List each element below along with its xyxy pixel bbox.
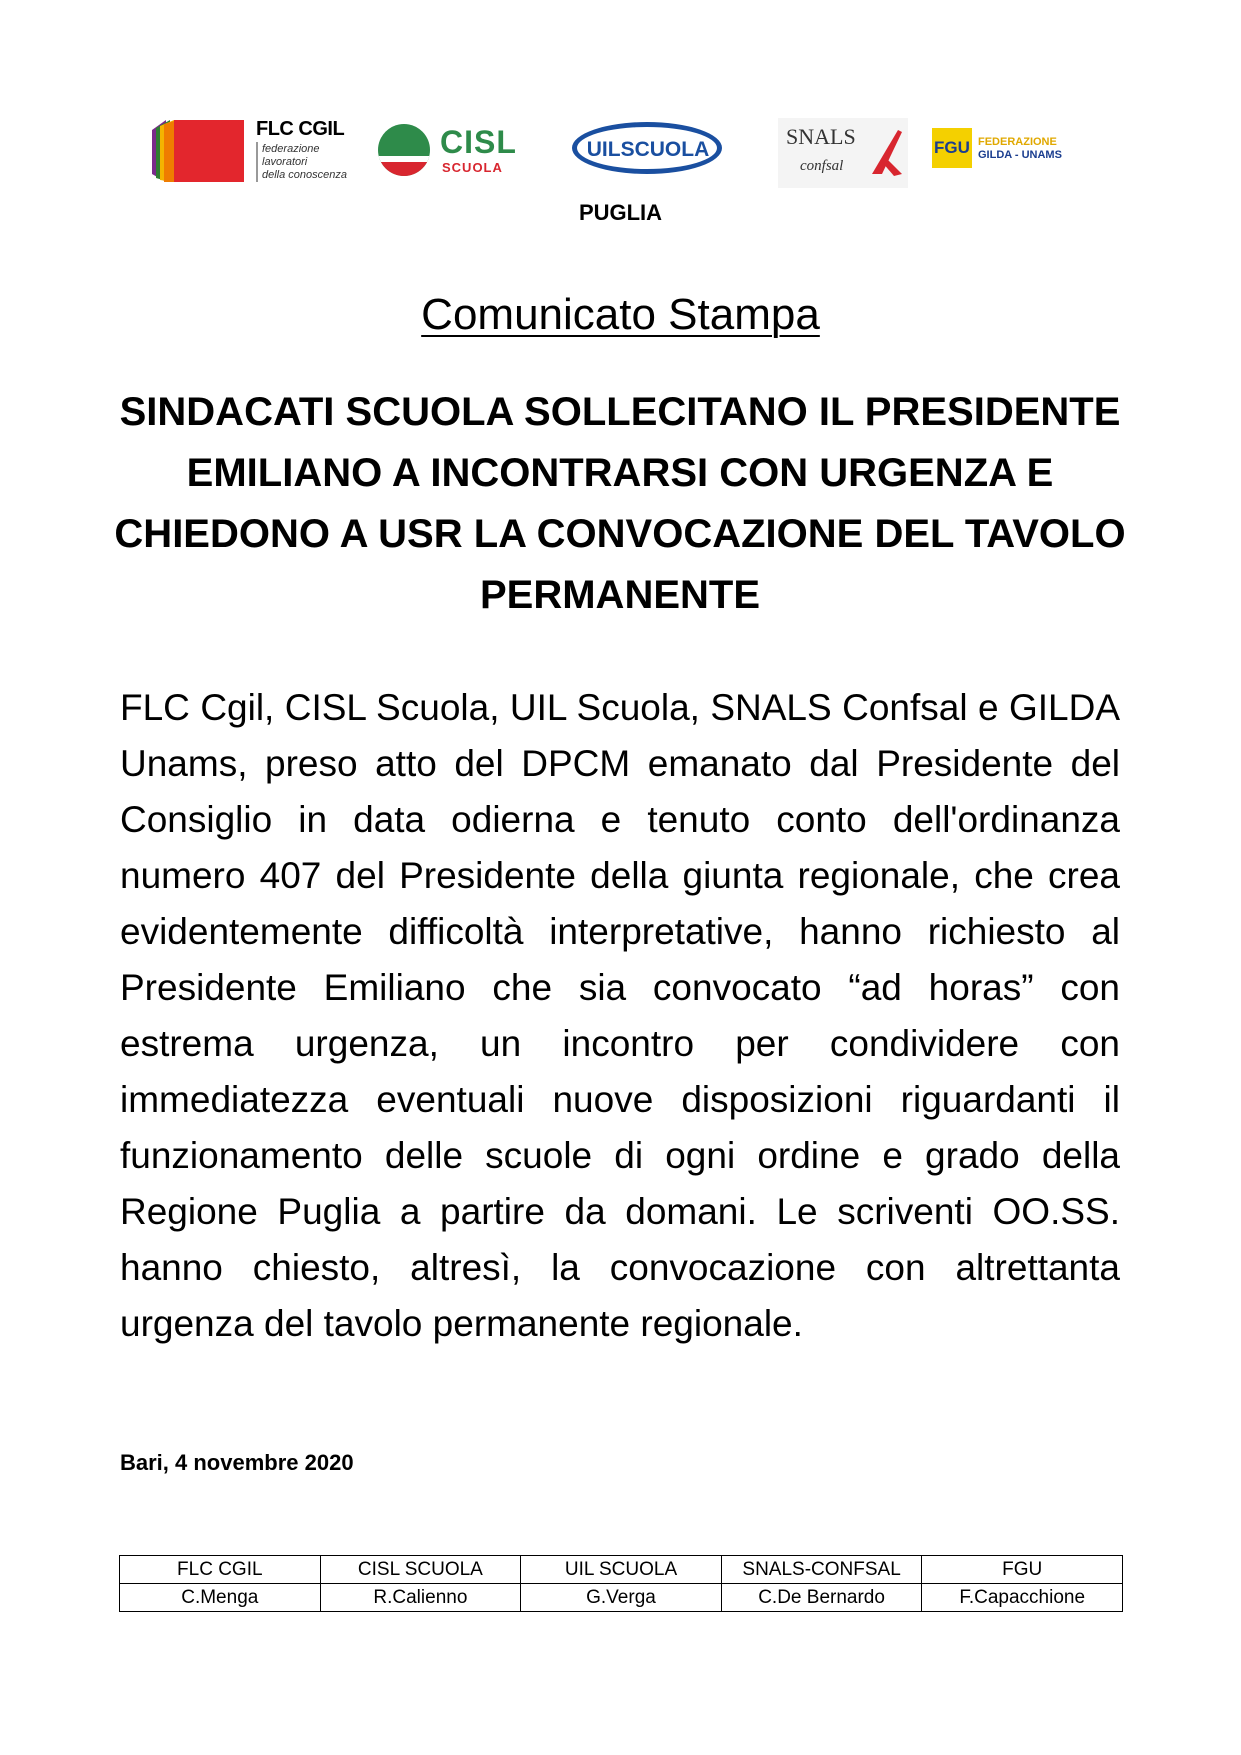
signatory-cell: G.Verga bbox=[521, 1584, 722, 1612]
signatory-cell: R.Calienno bbox=[320, 1584, 521, 1612]
body-paragraph: FLC Cgil, CISL Scuola, UIL Scuola, SNALS Confsal e GILDA Unams, preso atto del DPCM emanato dal Presidente del Consiglio in data odierna e tenuto conto dell'ordinanza numero 407 del Presidente della giunta regionale, che crea evidentemente difficoltà interpretative, hanno richiesto al Presidente Emiliano che sia convocato “ad horas” con estrema urgenza, un incontro per condividere con immediatezza eventuali nuove disposizioni riguardanti il funzionamento delle scuole di ogni ordine e grado della Regione Puglia a partire da domani. Le scriventi OO.SS. hanno chiesto, altresì, la convocazione con altrettanta urgenza del tavolo permanente regionale. bbox=[120, 687, 1120, 1344]
signatory-cell: C.De Bernardo bbox=[721, 1584, 922, 1612]
union-cell: SNALS-CONFSAL bbox=[721, 1556, 922, 1584]
uil-name: UILSCUOLA bbox=[586, 138, 710, 161]
document-kind bbox=[0, 290, 1241, 340]
union-cell: UIL SCUOLA bbox=[521, 1556, 722, 1584]
snals-name: SNALS bbox=[786, 124, 856, 149]
signatures-table bbox=[119, 1555, 1123, 1612]
logos-bar bbox=[0, 100, 1241, 190]
union-cell: FGU bbox=[922, 1556, 1123, 1584]
fgu-line2: GILDA - UNAMS bbox=[978, 149, 1062, 161]
headline: SINDACATI SCUOLA SOLLECITANO IL PRESIDENTE EMILIANO A INCONTRARSI CON URGENZA E CHIEDONO A USR LA CONVOCAZIONE DEL TAVOLO PERMANENTE bbox=[114, 390, 1126, 617]
flc-cgil-mark bbox=[152, 120, 244, 182]
flc-sub-line: federazione bbox=[262, 143, 320, 155]
flc-cgil-subtitle bbox=[262, 143, 347, 182]
cisl-name: CISL bbox=[440, 124, 517, 160]
document-kind-text: Comunicato Stampa bbox=[421, 290, 820, 339]
fgu-gilda-unams-logo bbox=[932, 124, 1082, 174]
flc-sub-line: lavoratori bbox=[262, 156, 308, 168]
flc-cgil-logo bbox=[152, 120, 352, 188]
snals-arrow-icon bbox=[868, 128, 904, 178]
signatory-cell: C.Menga bbox=[120, 1584, 321, 1612]
flc-cgil-divider bbox=[256, 142, 258, 182]
signatory-cell: F.Capacchione bbox=[922, 1584, 1123, 1612]
snals-confsal-logo bbox=[778, 118, 908, 188]
uil-scuola-logo bbox=[568, 118, 728, 184]
flc-sub-line: della conoscenza bbox=[262, 169, 348, 181]
cisl-globe-icon bbox=[378, 124, 430, 176]
union-cell: CISL SCUOLA bbox=[320, 1556, 521, 1584]
cisl-sub: SCUOLA bbox=[442, 160, 503, 175]
table-row bbox=[120, 1584, 1123, 1612]
place-date: Bari, 4 novembre 2020 bbox=[120, 1450, 354, 1475]
region-label: PUGLIA bbox=[578, 200, 663, 225]
table-row bbox=[120, 1556, 1123, 1584]
snals-sub: confsal bbox=[800, 158, 844, 174]
flc-cgil-name: FLC CGIL bbox=[256, 118, 345, 140]
fgu-line1: FEDERAZIONE bbox=[978, 136, 1057, 148]
cisl-scuola-logo bbox=[378, 124, 528, 184]
fgu-mark: FGU bbox=[932, 128, 972, 168]
union-cell: FLC CGIL bbox=[120, 1556, 321, 1584]
